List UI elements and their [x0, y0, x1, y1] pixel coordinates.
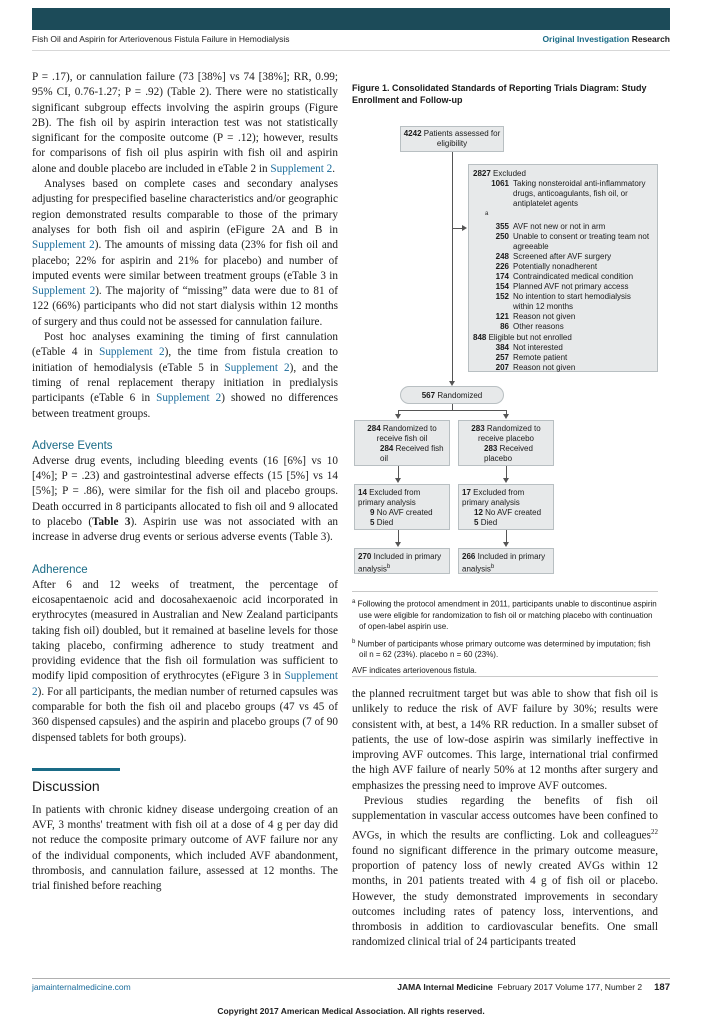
- header-rule: [32, 50, 670, 51]
- results-paragraph-3: Post hoc analyses examining the timing of first cannulation (eTable 4 in Supplement 2), the time from fistula creation to initiation of hemodialysis (eTable 5 in Supplement 2), and the timing of renal replacement therapy initiation in predialysis participants (eTable 6 in Supplement 2) showed no differences between treatment groups.: [32, 331, 339, 420]
- flow-list-item: 1061 Taking nonsteroidal anti-inflammatory drugs, anticoagulants, fish oil, or antiplatelet agents$^a$: [485, 179, 646, 217]
- page-number: 187: [654, 982, 670, 993]
- footnote-a: $^a$ Following the protocol amendment in 2011, participants unable to discontinue aspirin use were eligible for randomization to fish oil or matching placebo with continuation of open-label aspirin use.: [352, 599, 657, 631]
- fish-oil-excluded-box: 14 Excluded from primary analysis 9 No AVF created 5 Died: [354, 484, 450, 530]
- figure-rule: [352, 676, 658, 677]
- supplement-link[interactable]: Supplement 2: [32, 239, 95, 252]
- flow-list-item: 257 Remote patient: [495, 352, 568, 362]
- section-name: Research: [631, 34, 670, 44]
- flow-arrow: [395, 414, 401, 419]
- footnote-b: $^b$ Number of participants whose primary outcome was determined by imputation; fish oil n = 62 (23%). placebo n = 60 (23%).: [352, 638, 651, 660]
- running-title: Fish Oil and Aspirin for Arteriovenous Fistula Failure in Hemodialysis: [32, 34, 290, 44]
- supplement-link[interactable]: Supplement 2: [224, 361, 290, 374]
- placebo-arm-box: 283 Randomized to receive placebo 283 Received placebo: [458, 420, 554, 466]
- table-3-ref[interactable]: Table 3: [92, 516, 131, 529]
- flow-list-item: 248 Screened after AVF surgery: [495, 251, 612, 261]
- discussion-heading: Discussion: [32, 777, 100, 794]
- right-column: [352, 687, 658, 951]
- running-head: [32, 34, 670, 48]
- footnote-abbreviations: AVF indicates arteriovenous fistula.: [352, 666, 477, 676]
- placebo-included-box: 266 Included in primary analysis$^b$: [458, 548, 554, 574]
- supplement-link[interactable]: Supplement 2: [32, 670, 338, 698]
- footer-rule: [32, 978, 670, 979]
- discussion-paragraph-2: Previous studies regarding the benefits of fish oil supplementation in vascular access outcomes have been confined to AVGs, in which the results are conflicting. Lok and colleagues$^{22}$ found no significant difference in the primary outcome measure, proportion of patency loss of newly created AVGs within 12 months, in 201 patients treated with 4 g of fish oil or placebo. However, the study demonstrated improvements in secondary outcomes including rates of patency loss, interventions, and thrombosis in addition to cardiovascular benefits. One small randomized clinical trial of 24 participants treated: [352, 795, 658, 949]
- section-label: [542, 34, 670, 44]
- assessed-box: 4242 Patients assessed for eligibility: [400, 126, 504, 152]
- section-type: Original Investigation: [542, 34, 630, 44]
- flow-list-item: 355 AVF not new or not in arm: [495, 221, 606, 231]
- results-paragraph-2: Analyses based on complete cases and secondary analyses adjusting for prespecified baseline characteristics and/or geographic region demonstrated results comparable to those of the primary analyses for both fish oil and aspirin (eFigure 2A and B in Supplement 2). The amounts of missing data (23% for fish oil and placebo; 22% for aspirin and 21% for placebo) and number of imputed events were similar between treatment groups (eTable 3 in Supplement 2). The majority of “missing” data were due to 81 of 122 (66%) participants who did not start dialysis within 12 months of surgery and thus could not be assessed for cannulation failure.: [32, 178, 338, 328]
- eligible-list: [485, 343, 653, 373]
- fish-oil-included-box: 270 Included in primary analysis$^b$: [354, 548, 450, 574]
- copyright-notice: Copyright 2017 American Medical Association. All rights reserved.: [217, 1006, 485, 1016]
- randomized-box: 567 Randomized: [400, 386, 504, 404]
- flow-arrow: [503, 478, 509, 483]
- results-paragraph-1: P = .17), or cannulation failure (73 [38%] vs 74 [38%]; RR, 0.99; 95% CI, 0.76-1.27; P = .92) (Table 2). There were no statistically significant subgroup effects involving the aspirin groups (Figure 2B). The fish oil by aspirin interaction test was not statistically significant for the composite outcome (P = .12); however, results for comparisons of fish oil plus aspirin with fish oil and aspirin alone and double placebo are included in eTable 2 in Supplement 2.: [32, 71, 338, 175]
- discussion-paragraph: In patients with chronic kidney disease undergoing creation of an AVF, 3 months' treatment with fish oil at a dose of 4 g per day did not reduce the composite primary outcome of AVF failure nor any of the individual components, which included AVF abandonment, thrombosis, and cannulation failure, assessed at 12 months. The trial finished before reaching: [32, 803, 338, 893]
- flow-arrow: [462, 225, 467, 231]
- adverse-events-heading: Adverse Events: [32, 439, 113, 452]
- adverse-events-paragraph: Adverse drug events, including bleeding events (16 [6%] vs 10 [4%]; P = .23) and gastrointestinal adverse effects (15 [5%] vs 14 [5%]; P = .86), were similar for the fish oil and placebo groups. Death occurred in 8 participants allocated to fish oil and 9 allocated to placebo (Table 3). Aspirin use was not associated with an increase in adverse drug events or serious adverse events (Table 3).: [32, 454, 339, 544]
- figure-footnotes: [352, 597, 658, 681]
- consort-diagram: [352, 116, 658, 586]
- flow-line: [398, 410, 506, 411]
- flow-list-item: 174 Contraindicated medical condition: [495, 271, 634, 281]
- fish-oil-arm-box: 284 Randomized to receive fish oil 284 Received fish oil: [354, 420, 450, 466]
- placebo-excluded-box: 17 Excluded from primary analysis 12 No AVF created 5 Died: [458, 484, 554, 530]
- journal-site-link[interactable]: jamainternalmedicine.com: [32, 982, 131, 992]
- flow-list-item: 384 Not interested: [495, 342, 563, 352]
- flow-list-item: 121 Reason not given: [495, 311, 576, 321]
- discussion-rule: [32, 768, 120, 771]
- page-footer: [32, 982, 670, 996]
- figure-rule: [352, 591, 658, 592]
- supplement-link[interactable]: Supplement 2: [270, 162, 333, 175]
- flow-arrow: [503, 542, 509, 547]
- supplement-link[interactable]: Supplement 2: [32, 285, 96, 298]
- flow-list-item: 226 Potentially nonadherent: [495, 261, 598, 271]
- flow-list-item: 86 Other reasons: [500, 321, 564, 331]
- supplement-link[interactable]: Supplement 2: [156, 392, 222, 405]
- adherence-paragraph: After 6 and 12 weeks of treatment, the percentage of eicosapentaenoic acid and docosahexaenoic acid incorporated in erythrocytes (measured in Australian and New Zealand participants taking fish oil) doubled, but it remained at baseline levels for those taking placebo, confirming adherence to study treatment and providing evidence that the fish oil formulation was sufficient to modify lipid composition of erythrocytes (eFigure 3 in Supplement 2). For all participants, the median number of returned capsules was comparable for both the fish oil and placebo groups (47 vs 45 of 360 dispensed capsules) and the aspirin and placebo groups (7 of 90 dispensed tablets for both groups).: [32, 578, 338, 744]
- discussion-paragraph-cont: the planned recruitment target but was able to show that fish oil is unlikely to reduce the risk of AVF failure by 30%; results were consistent with, at best, a 14% RR reduction. In a smaller subset of patients, the use of low-dose aspirin was similarly ineffective in improving AVF outcomes. This large, international trial confirmed the high AVF failure of nearly 50% at 12 months after surgery and emphasizes the pressing need to improve AVF outcomes.: [352, 688, 658, 792]
- excluded-list: [485, 179, 653, 332]
- reference-22[interactable]: 22: [651, 827, 658, 836]
- flow-list-item: 154 Planned AVF not primary access: [495, 281, 629, 291]
- flow-arrow: [395, 542, 401, 547]
- supplement-link[interactable]: Supplement 2: [99, 346, 165, 359]
- left-column: [32, 70, 338, 895]
- flow-list-item: 250 Unable to consent or treating team not agreeable: [495, 231, 650, 251]
- journal-citation: JAMA Internal Medicine February 2017 Volume 177, Number 2 187: [397, 982, 670, 993]
- adherence-heading: Adherence: [32, 563, 88, 576]
- flow-list-item: 207 Reason not given: [495, 362, 576, 372]
- flow-arrow: [503, 414, 509, 419]
- header-color-bar: [32, 8, 670, 30]
- flow-line: [452, 152, 453, 384]
- flow-arrow: [395, 478, 401, 483]
- flow-list-item: 152 No intention to start hemodialysis within 12 months: [495, 291, 631, 311]
- figure-title: Figure 1. Consolidated Standards of Reporting Trials Diagram: Study Enrollment and Follow-up: [352, 83, 647, 105]
- excluded-box: 2827 Excluded 1061 Taking nonsteroidal anti-inflammatory drugs, anticoagulants, fish oil, or antiplatelet agents$^a$ 355 AVF not new or not in arm 250 Unable to consent or treating team not agreeable 248 Screened after AVF surgery 226 Potentially nonadherent 174 Contraindicated medical condition 154 Planned AVF not primary access 152 No intention to start hemodialysis within 12 months 121 Reason not given 86 Other reasons 848 Eligible but not enrolled 384 Not interested 257 Remote patient 207 Reason not given: [468, 164, 658, 372]
